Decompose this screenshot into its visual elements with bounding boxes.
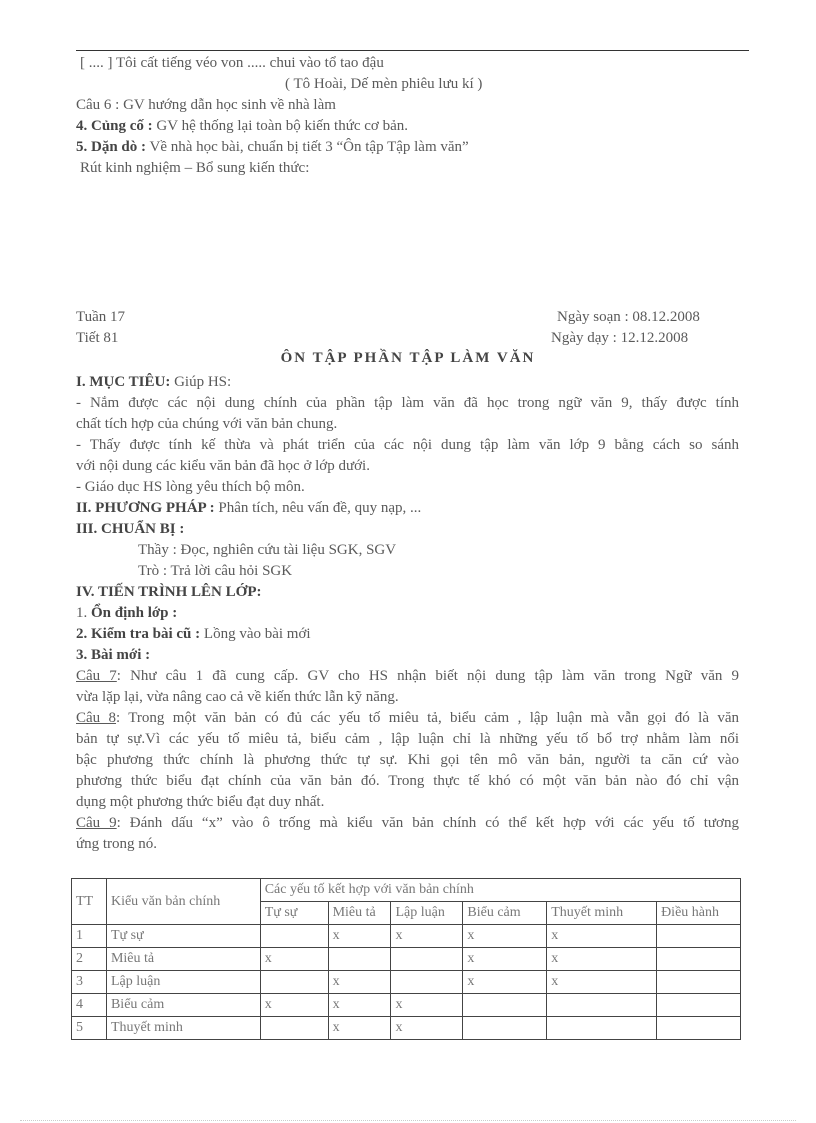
cung-co-label: 4. Củng cố : bbox=[76, 118, 153, 134]
text-type-table bbox=[71, 878, 741, 1040]
row-cell bbox=[657, 1017, 741, 1040]
row-cell: x bbox=[260, 948, 328, 971]
row-cell: x bbox=[463, 925, 547, 948]
phuong-phap-line bbox=[76, 498, 421, 519]
table-row bbox=[72, 971, 741, 994]
on-dinh-number: 1. bbox=[76, 605, 91, 621]
row-cell: x bbox=[391, 1017, 463, 1040]
row-tt: 3 bbox=[72, 971, 107, 994]
header-group: Các yếu tố kết hợp với văn bản chính bbox=[260, 879, 740, 902]
cau6-line: Câu 6 : GV hướng dẫn học sinh về nhà làm bbox=[76, 97, 336, 113]
row-cell: x bbox=[547, 971, 657, 994]
cau8-line-e: dụng một phương thức biểu đạt duy nhất. bbox=[76, 794, 325, 810]
muc-tieu-label: I. MỤC TIÊU: bbox=[76, 374, 171, 390]
row-cell: x bbox=[391, 925, 463, 948]
muc-tieu-heading bbox=[76, 372, 231, 393]
cau7-line-a bbox=[76, 666, 739, 687]
row-cell: x bbox=[463, 971, 547, 994]
header-bieu-cam: Biểu cảm bbox=[463, 902, 547, 925]
row-cell bbox=[547, 1017, 657, 1040]
kiem-tra-line bbox=[76, 624, 311, 645]
row-kieu: Biểu cảm bbox=[106, 994, 260, 1017]
tien-trinh-label: IV. TIẾN TRÌNH LÊN LỚP: bbox=[76, 584, 262, 600]
muc-tieu-1b: chất tích hợp của chúng với văn bản chung. bbox=[76, 416, 338, 432]
chuan-bi-label: III. CHUẨN BỊ : bbox=[76, 521, 185, 537]
tiet-label: Tiết 81 bbox=[76, 330, 119, 346]
table-row bbox=[72, 994, 741, 1017]
row-tt: 4 bbox=[72, 994, 107, 1017]
cau8-line-a bbox=[76, 708, 739, 729]
chuan-bi-thay: Thầy : Đọc, nghiên cứu tài liệu SGK, SGV bbox=[138, 542, 397, 558]
row-kieu: Tự sự bbox=[106, 925, 260, 948]
muc-tieu-text: Giúp HS: bbox=[170, 374, 232, 390]
lesson-title: ÔN TẬP PHẦN TẬP LÀM VĂN bbox=[280, 350, 536, 366]
cau7-line-b: vừa lặp lại, vừa nâng cao cả về kiến thức lẫn kỹ năng. bbox=[76, 689, 399, 705]
on-dinh-label: Ổn định lớp : bbox=[91, 605, 178, 621]
cau8-line-d: phương thức biểu đạt chính của văn bản đó. Trong thực tế khó có một văn bản nào đó chỉ vận bbox=[76, 773, 739, 789]
on-dinh-line bbox=[76, 603, 177, 624]
row-kieu: Thuyết minh bbox=[106, 1017, 260, 1040]
header-tt: TT bbox=[72, 879, 107, 925]
row-cell: x bbox=[328, 994, 391, 1017]
phuong-phap-text: Phân tích, nêu vấn đề, quy nạp, ... bbox=[214, 500, 422, 516]
row-cell: x bbox=[391, 994, 463, 1017]
cau8-line-c: bậc phương thức chính là phương thức tự sự. Khi gọi tên mô văn bản, người ta căn cứ vào bbox=[76, 752, 739, 768]
cau9-text-a: : Đánh dấu “x” vào ô trống mà kiểu văn bản chính có thể kết hợp với các yếu tố tương bbox=[116, 815, 739, 831]
quote-line: [ .... ] Tôi cất tiếng véo von ..... chui vào tổ tao đậu bbox=[80, 55, 384, 71]
kiem-tra-text: Lồng vào bài mới bbox=[200, 626, 311, 642]
row-cell bbox=[260, 1017, 328, 1040]
quote-source: ( Tô Hoài, Dế mèn phiêu lưu kí ) bbox=[285, 76, 483, 92]
row-cell bbox=[463, 994, 547, 1017]
row-cell bbox=[260, 971, 328, 994]
ngay-soan: Ngày soạn : 08.12.2008 bbox=[557, 309, 700, 325]
row-cell bbox=[657, 925, 741, 948]
row-kieu: Lập luận bbox=[106, 971, 260, 994]
header-rule bbox=[76, 50, 749, 51]
cung-co-line bbox=[76, 116, 408, 137]
row-cell bbox=[328, 948, 391, 971]
dan-do-text: Về nhà học bài, chuẩn bị tiết 3 “Ôn tập Tập làm văn” bbox=[146, 139, 469, 155]
row-tt: 2 bbox=[72, 948, 107, 971]
muc-tieu-1a: - Nắm được các nội dung chính của phần tập làm văn đã học trong ngữ văn 9, thấy được tính bbox=[76, 395, 739, 411]
bai-moi-label: 3. Bài mới : bbox=[76, 647, 151, 663]
row-cell bbox=[657, 971, 741, 994]
row-cell bbox=[547, 994, 657, 1017]
chuan-bi-tro: Trò : Trả lời câu hỏi SGK bbox=[138, 563, 293, 579]
row-cell bbox=[463, 1017, 547, 1040]
table-header-row-1 bbox=[72, 879, 741, 902]
cau8-line-b: bản tự sự.Vì các yếu tố miêu tả, biểu cảm , lập luận chỉ là những yếu tố bổ trợ nhằm làm nổi bbox=[76, 731, 739, 747]
row-cell: x bbox=[328, 971, 391, 994]
row-cell bbox=[260, 925, 328, 948]
cau8-text-a: : Trong một văn bản có đủ các yếu tố miêu tả, biểu cảm , lập luận mà vẫn gọi đó là văn bbox=[116, 710, 739, 726]
header-kieu-van-ban: Kiểu văn bản chính bbox=[106, 879, 260, 925]
muc-tieu-2a: - Thấy được tính kế thừa và phát triển của các nội dung tập làm văn lớp 9 bằng cách so sánh bbox=[76, 437, 739, 453]
cau9-line-b: ứng trong nó. bbox=[76, 836, 158, 852]
cau7-text-a: : Như câu 1 đã cung cấp. GV cho HS nhận biết nội dung tập làm văn trong Ngữ văn 9 bbox=[116, 668, 739, 684]
dan-do-line bbox=[76, 137, 469, 158]
rut-kinh-nghiem: Rút kinh nghiệm – Bổ sung kiến thức: bbox=[80, 160, 310, 176]
header-tu-su: Tự sự bbox=[260, 902, 328, 925]
cau9-label: Câu 9 bbox=[76, 815, 117, 831]
header-dieu-hanh: Điều hành bbox=[657, 902, 741, 925]
row-cell: x bbox=[328, 1017, 391, 1040]
header-thuyet-minh: Thuyết minh bbox=[547, 902, 657, 925]
row-cell bbox=[391, 948, 463, 971]
row-cell: x bbox=[328, 925, 391, 948]
phuong-phap-label: II. PHƯƠNG PHÁP : bbox=[76, 500, 215, 516]
table-row bbox=[72, 1017, 741, 1040]
row-cell: x bbox=[547, 948, 657, 971]
muc-tieu-2b: với nội dung các kiểu văn bản đã học ở lớp dưới. bbox=[76, 458, 370, 474]
header-lap-luan: Lập luận bbox=[391, 902, 463, 925]
row-cell bbox=[391, 971, 463, 994]
muc-tieu-3: - Giáo dục HS lòng yêu thích bộ môn. bbox=[76, 479, 305, 495]
table-row bbox=[72, 925, 741, 948]
page-bottom-dotted-rule bbox=[20, 1120, 796, 1121]
row-cell bbox=[657, 994, 741, 1017]
row-tt: 5 bbox=[72, 1017, 107, 1040]
row-cell: x bbox=[547, 925, 657, 948]
row-kieu: Miêu tả bbox=[106, 948, 260, 971]
table-row bbox=[72, 948, 741, 971]
cau8-label: Câu 8 bbox=[76, 710, 117, 726]
cau7-label: Câu 7 bbox=[76, 668, 117, 684]
row-cell: x bbox=[463, 948, 547, 971]
row-cell bbox=[657, 948, 741, 971]
cung-co-text: GV hệ thống lại toàn bộ kiến thức cơ bản. bbox=[152, 118, 408, 134]
dan-do-label: 5. Dặn dò : bbox=[76, 139, 147, 155]
ngay-day: Ngày dạy : 12.12.2008 bbox=[551, 330, 689, 346]
header-mieu-ta: Miêu tả bbox=[328, 902, 391, 925]
tuan-label: Tuần 17 bbox=[76, 309, 126, 325]
row-cell: x bbox=[260, 994, 328, 1017]
row-tt: 1 bbox=[72, 925, 107, 948]
cau9-line-a bbox=[76, 813, 739, 834]
kiem-tra-label: 2. Kiểm tra bài cũ : bbox=[76, 626, 201, 642]
